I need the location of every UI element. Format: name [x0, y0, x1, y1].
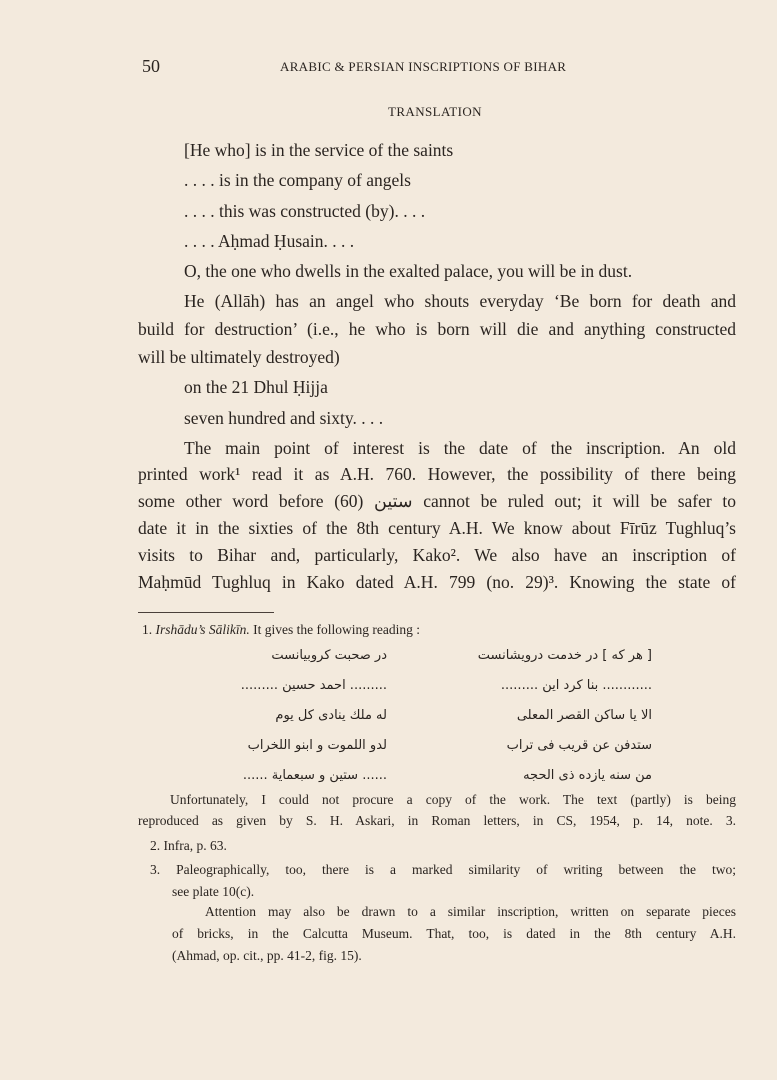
running-head: ARABIC & PERSIAN INSCRIPTIONS OF BIHAR [280, 59, 567, 74]
arabic-verse-right: [ هر كه ] در خدمت درويشانست [477, 648, 652, 663]
footnote-3: Attention may also be drawn to a similar inscription, written on separate pieces [205, 904, 736, 919]
footnote-3: see plate 10(c). [172, 884, 255, 899]
arabic-verse-left: ...... ستين و سبعماية ...... [242, 768, 387, 783]
section-title: TRANSLATION [388, 104, 482, 119]
translation-line: build for destruction’ (i.e., he who is born will die and anything constructed [138, 319, 736, 339]
footnote-1-continuation: Unfortunately, I could not procure a copy of the work. The text (partly) is being [170, 792, 736, 807]
body-line: Maḥmūd Tughluq in Kako dated A.H. 799 (no. 29)³. Knowing the state of [138, 572, 736, 592]
arabic-verse-left: در صحبت كروبيانست [271, 648, 387, 663]
arabic-verse-right: الا يا ساكن القصر المعلى [516, 708, 652, 723]
footnote-3: of bricks, in the Calcutta Museum. That, too, is dated in the 8th century A.H. [172, 926, 736, 941]
translation-line: O, the one who dwells in the exalted palace, you will be in dust. [184, 261, 633, 281]
translation-line: seven hundred and sixty. . . . [184, 408, 384, 428]
translation-line: on the 21 Dhul Ḥijja [184, 377, 328, 397]
footnote-2: 2. Infra, p. 63. [150, 838, 227, 853]
arabic-verse-right: ............ بنا كرد اين ......... [500, 678, 652, 693]
arabic-verse-left: ......... احمد حسين ......... [240, 678, 387, 693]
translation-line: He (Allāh) has an angel who shouts everyday ‘Be born for death and [184, 291, 736, 311]
footnote-3: 3. Paleographically, too, there is a marked similarity of writing between the two; [150, 862, 736, 877]
footnote-3: (Ahmad, op. cit., pp. 41-2, fig. 15). [172, 948, 362, 963]
footnote-1-heading [142, 622, 420, 638]
translation-line: . . . . this was constructed (by). . . . [184, 201, 426, 221]
arabic-verse-left: له ملك ينادى كل يوم [275, 708, 387, 723]
arabic-verse-right: ستدفن عن قريب فى تراب [506, 738, 652, 753]
body-line: date it in the sixties of the 8th century A.H. We know about Fīrūz Tughluq’s [138, 518, 736, 538]
body-line: some other word before ستين (60) cannot be ruled out; it will be safer to [138, 491, 736, 511]
arabic-verse-left: لدو اللموت و ابنو اللخراب [247, 738, 387, 753]
footnote-number: 1. [142, 622, 153, 637]
arabic-verse-right: من سنه يازده ذى الحجه [523, 768, 652, 783]
footnote-text: It gives the following reading : [253, 622, 420, 637]
body-line: visits to Bihar and, particularly, Kako². We also have an inscription of [138, 545, 736, 565]
footnote-1-continuation: reproduced as given by S. H. Askari, in Roman letters, in CS, 1954, p. 14, note. 3. [138, 813, 736, 828]
translation-line: . . . . Aḥmad Ḥusain. . . . [184, 231, 355, 251]
body-line: printed work¹ read it as A.H. 760. However, the possibility of there being [138, 464, 736, 484]
translation-line: will be ultimately destroyed) [138, 347, 340, 367]
translation-line: . . . . is in the company of angels [184, 170, 411, 190]
footnote-rule [138, 612, 274, 613]
translation-line: [He who] is in the service of the saints [184, 140, 454, 160]
body-line: The main point of interest is the date of the inscription. An old [184, 438, 736, 458]
footnote-source-title: Irshādu’s Sālikīn. [155, 622, 250, 637]
page-number: 50 [142, 56, 160, 76]
